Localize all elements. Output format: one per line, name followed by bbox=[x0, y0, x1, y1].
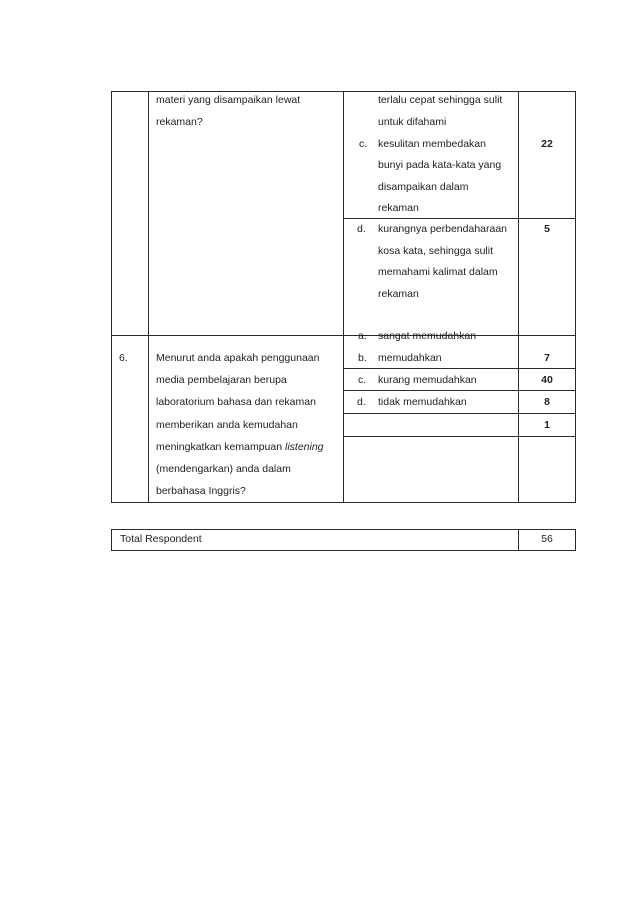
row-divider-q6-d-end bbox=[343, 436, 576, 437]
total-top-border bbox=[111, 529, 576, 530]
q5-option-c-text: kesulitan membedakan bbox=[378, 138, 486, 150]
q6-question-text: meningkatkan kemampuan bbox=[156, 441, 285, 453]
col3-divider bbox=[518, 91, 519, 502]
q5-option-c-count: 22 bbox=[541, 138, 553, 150]
q6-question-line: (mendengarkan) anda dalam bbox=[156, 463, 291, 475]
q6-question-emphasis: listening bbox=[285, 441, 324, 453]
q5-option-d-text: rekaman bbox=[378, 288, 419, 300]
q5-option-b-text: untuk difahami bbox=[378, 116, 447, 128]
q6-option-b-letter: b. bbox=[358, 352, 367, 364]
q6-option-c-label: kurang memudahkan bbox=[378, 374, 477, 386]
q6-option-a-letter: a. bbox=[358, 330, 367, 342]
q5-option-b-text: terlalu cepat sehingga sulit bbox=[378, 94, 503, 106]
q6-option-a-label: sangat memudahkan bbox=[378, 330, 477, 342]
q5-option-d-text: kurangnya perbendaharaan bbox=[378, 223, 508, 235]
row-divider-cd bbox=[343, 218, 576, 219]
col2-divider bbox=[343, 91, 344, 502]
q5-option-d-text: kosa kata, sehingga sulit bbox=[378, 245, 493, 257]
q6-count: 8 bbox=[544, 396, 550, 408]
q5-option-d-letter: d. bbox=[357, 223, 366, 235]
row-divider-q5-q6 bbox=[111, 335, 576, 336]
table-right-border bbox=[575, 91, 576, 502]
q6-question-line: Menurut anda apakah penggunaan bbox=[156, 352, 320, 364]
q5-question-line: rekaman? bbox=[156, 116, 203, 128]
q6-count: 7 bbox=[544, 352, 550, 364]
total-right-border bbox=[575, 529, 576, 551]
q5-option-d-text: memahami kalimat dalam bbox=[378, 266, 498, 278]
q6-option-d-label: tidak memudahkan bbox=[378, 396, 467, 408]
table-bottom-border bbox=[111, 502, 576, 503]
total-left-border bbox=[111, 529, 112, 551]
q6-question-line: laboratorium bahasa dan rekaman bbox=[156, 396, 316, 408]
q5-option-c-text: rekaman bbox=[378, 202, 419, 214]
total-label: Total Respondent bbox=[120, 533, 202, 545]
q6-option-c-letter: c. bbox=[358, 374, 367, 386]
total-bottom-border bbox=[111, 550, 576, 551]
q6-count: 40 bbox=[541, 374, 553, 386]
q6-option-d-letter: d. bbox=[357, 396, 366, 408]
q6-question-line: berbahasa Inggris? bbox=[156, 485, 246, 497]
q6-count: 1 bbox=[544, 419, 550, 431]
row-divider-q6-cd bbox=[343, 413, 576, 414]
q6-option-b-label: memudahkan bbox=[378, 352, 442, 364]
total-value: 56 bbox=[541, 533, 553, 545]
row-divider-q6-bc bbox=[343, 390, 576, 391]
row-divider-q6-ab bbox=[343, 368, 576, 369]
q5-option-d-count: 5 bbox=[544, 223, 550, 235]
q6-number: 6. bbox=[119, 352, 128, 364]
q5-option-c-text: disampaikan dalam bbox=[378, 181, 469, 193]
q5-option-c-letter: c. bbox=[359, 138, 368, 150]
q5-option-c-text: bunyi pada kata-kata yang bbox=[378, 159, 502, 171]
col1-divider bbox=[148, 91, 149, 502]
table-left-border bbox=[111, 91, 112, 502]
q6-question-line: media pembelajaran berupa bbox=[156, 374, 287, 386]
q6-question-line bbox=[156, 440, 324, 454]
q6-question-line: memberikan anda kemudahan bbox=[156, 419, 298, 431]
q5-question-line: materi yang disampaikan lewat bbox=[156, 94, 301, 106]
